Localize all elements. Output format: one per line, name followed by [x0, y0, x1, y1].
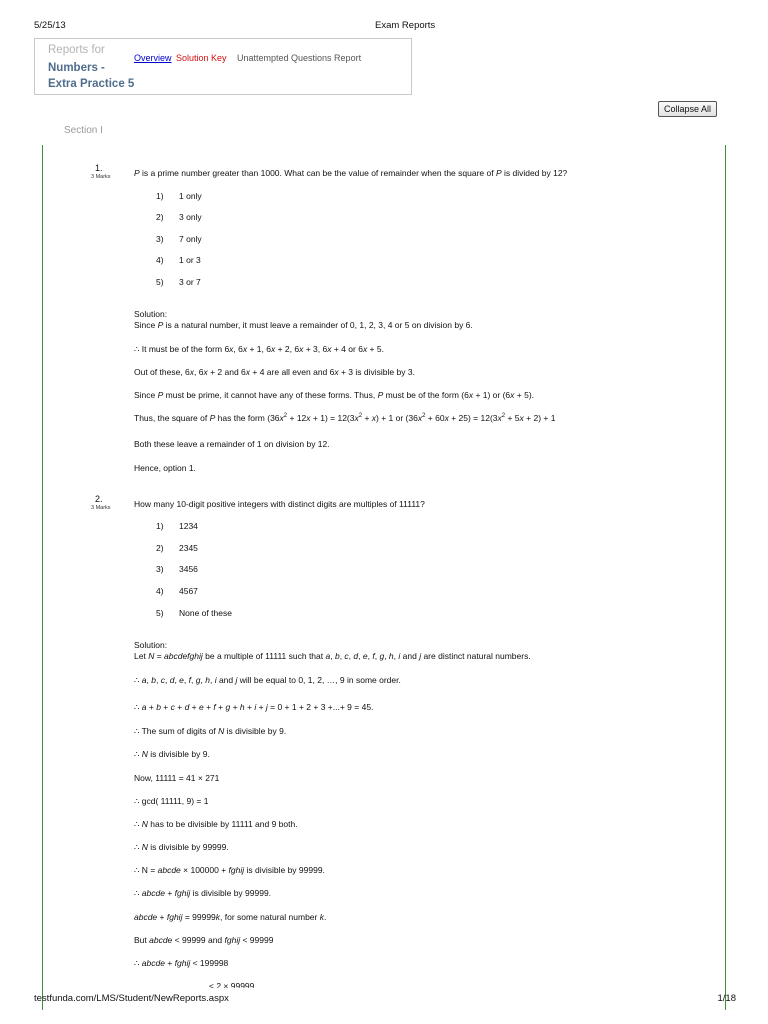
solution-line: ∴ abcde + fghij < 199998 — [134, 958, 229, 968]
section-label: Section I — [64, 125, 103, 136]
option-text: 2345 — [179, 543, 198, 553]
question-marks: 3 Marks — [91, 505, 111, 511]
solution-line: Thus, the square of P has the form $(36x^2 + 12x + 1) = 12(3x^2 + x) + 1$ or $(36x^2 + 60x + 25) = 12(3x^2 + 5x + 2) + 1$ — [134, 413, 556, 423]
overview-link[interactable]: Overview — [134, 53, 172, 63]
solution-line: ∴ N is divisible by 9. — [134, 749, 210, 759]
option-number: 5) — [156, 608, 164, 618]
solution-line: ∴ N has to be divisible by 11111 and 9 both. — [134, 819, 298, 829]
print-date: 5/25/13 — [34, 20, 66, 31]
solution-line: ∴ The sum of digits of N is divisible by 9. — [134, 726, 287, 736]
option-text: 3 or 7 — [179, 277, 201, 287]
solution-line: < 2 × 99999 — [209, 981, 255, 988]
question-number: 2. — [95, 494, 103, 504]
solution-line: Both these leave a remainder of 1 on division by 12. — [134, 439, 330, 449]
reports-for-label: Reports for — [48, 44, 105, 56]
solution-line: Out of these, 6x, 6x + 2 and 6x + 4 are all even and 6x + 3 is divisible by 3. — [134, 367, 415, 377]
option-text: 3456 — [179, 564, 198, 574]
option-number: 2) — [156, 212, 164, 222]
option-text: 7 only — [179, 234, 202, 244]
print-url: testfunda.com/LMS/Student/NewReports.aspx — [34, 993, 229, 1004]
option-text: 1 only — [179, 191, 202, 201]
unattempted-report-link[interactable]: Unattempted Questions Report — [237, 53, 362, 63]
solution-line: Let N = abcdefghij be a multiple of 11111 such that a, b, c, d, e, f, g, h, i and j are distinct natural numbers. — [134, 651, 531, 661]
question-text: How many 10-digit positive integers with distinct digits are multiples of 11111? — [134, 499, 425, 509]
option-number: 2) — [156, 543, 164, 553]
solution-line: Hence, option 1. — [134, 463, 196, 473]
solution-line: But abcde < 99999 and fghij < 99999 — [134, 935, 274, 945]
question-marks: 3 Marks — [91, 174, 111, 180]
option-number: 3) — [156, 234, 164, 244]
option-text: 4567 — [179, 586, 198, 596]
solution-line: ∴ N is divisible by 99999. — [134, 842, 229, 852]
solution-line: Now, 11111 = 41 × 271 — [134, 773, 220, 783]
option-text: 3 only — [179, 212, 202, 222]
solution-line: ∴ gcd( 11111, 9) = 1 — [134, 796, 209, 806]
content-border-left — [42, 145, 43, 1010]
content-border-right — [725, 145, 726, 1010]
solution-label: Solution: — [134, 640, 168, 650]
option-text: 1234 — [179, 521, 198, 531]
report-header — [34, 38, 412, 95]
solution-line: Since P must be prime, it cannot have any of these forms. Thus, P must be of the form (6x + 1) or (6x + 5). — [134, 390, 535, 400]
question-number: 1. — [95, 163, 103, 173]
option-text: None of these — [179, 608, 232, 618]
solution-key-link[interactable]: Solution Key — [176, 53, 227, 63]
solution-line: ∴ abcde + fghij is divisible by 99999. — [134, 888, 272, 898]
option-number: 3) — [156, 564, 164, 574]
option-number: 4) — [156, 586, 164, 596]
solution-line: ∴ a + b + c + d + e + f + g + h + i + j = 0 + 1 + 2 + 3 +...+ 9 = 45. — [134, 702, 374, 712]
solution-line: ∴ N = abcde × 100000 + fghij is divisible by 99999. — [134, 865, 325, 875]
option-number: 4) — [156, 255, 164, 265]
test-name: Numbers - Extra Practice 5 — [48, 62, 135, 90]
solution-label: Solution: — [134, 309, 168, 319]
option-number: 1) — [156, 521, 164, 531]
option-number: 1) — [156, 191, 164, 201]
print-title: Exam Reports — [375, 20, 436, 31]
option-text: 1 or 3 — [179, 255, 201, 265]
collapse-all-button[interactable]: Collapse All — [658, 101, 717, 117]
solution-line: abcde + fghij = 99999k, for some natural number k. — [134, 912, 327, 922]
question-text: P is a prime number greater than 1000. What can be the value of remainder when the square of P is divided by 12? — [134, 168, 568, 178]
solution-line: ∴ a, b, c, d, e, f, g, h, i and j will be equal to 0, 1, 2, …, 9 in some order. — [134, 675, 401, 685]
print-page-number: 1/18 — [717, 993, 736, 1004]
solution-line: Since P is a natural number, it must leave a remainder of 0, 1, 2, 3, 4 or 5 on division by 6. — [134, 320, 473, 330]
solution-line: ∴ It must be of the form 6x, 6x + 1, 6x + 2, 6x + 3, 6x + 4 or 6x + 5. — [134, 344, 384, 354]
option-number: 5) — [156, 277, 164, 287]
